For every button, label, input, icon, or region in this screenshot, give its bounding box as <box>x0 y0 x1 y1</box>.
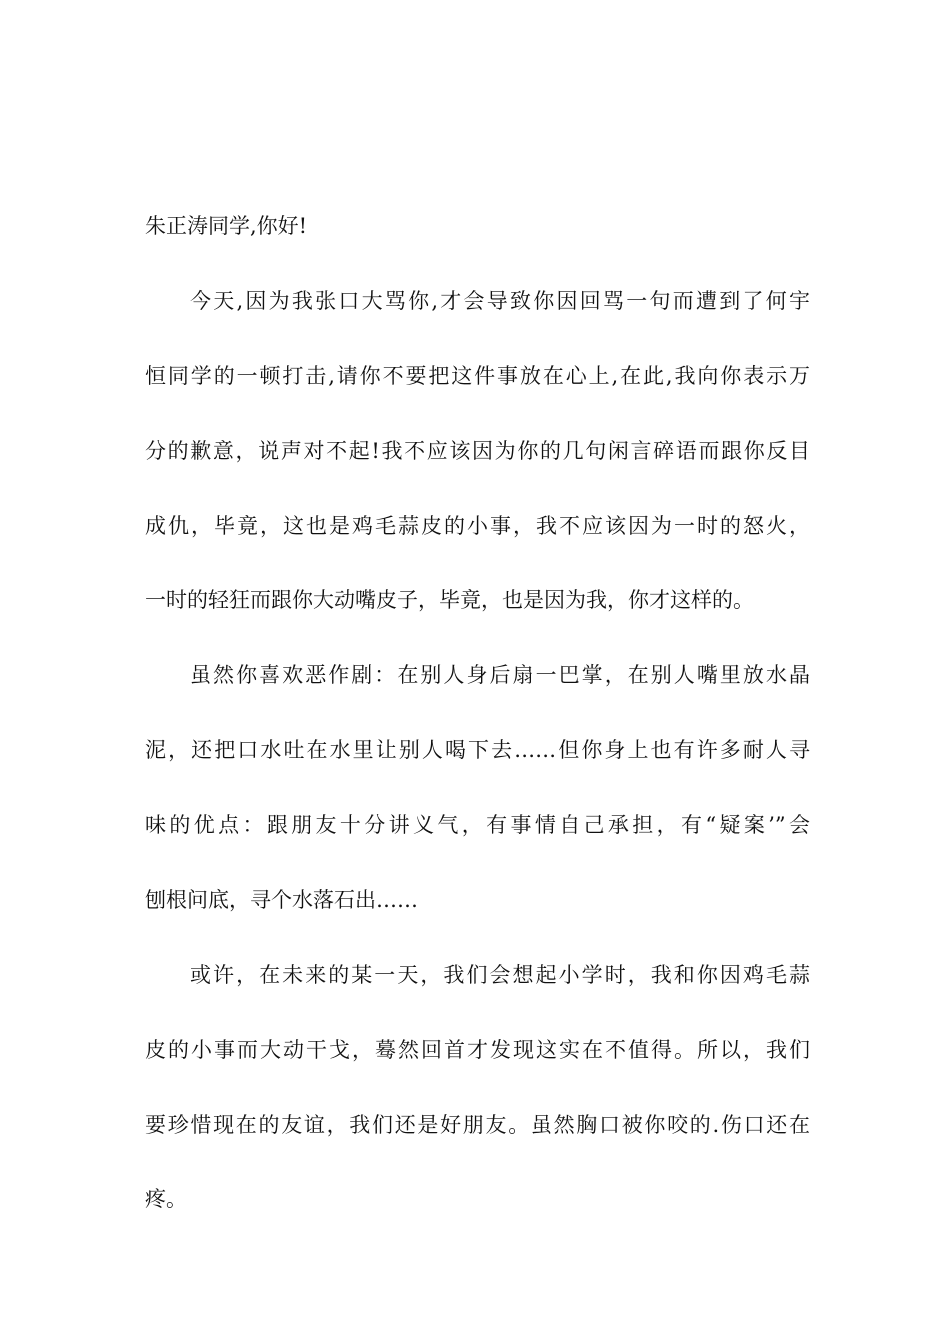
paragraph-2-line-2: 泥，还把口水吐在水里让别人喝下去……但你身上也有许多耐人寻 <box>145 738 810 762</box>
paragraph-3-line-1: 或许，在未来的某一天，我们会想起小学时，我和你因鸡毛蒜 <box>190 963 810 987</box>
paragraph-1-line-3: 分的歉意，说声对不起!我不应该因为你的几句闲言碎语而跟你反目 <box>145 439 810 463</box>
paragraph-2-line-1: 虽然你喜欢恶作剧：在别人身后扇一巴掌，在别人嘴里放水晶 <box>190 663 810 687</box>
paragraph-3-line-3: 要珍惜现在的友谊，我们还是好朋友。虽然胸口被你咬的.伤口还在 <box>145 1113 810 1137</box>
paragraph-2-line-3: 味的优点：跟朋友十分讲义气，有事情自己承担，有“疑案’”会 <box>145 813 810 837</box>
paragraph-1-line-5: 一时的轻狂而跟你大动嘴皮子，毕竟，也是因为我，你才这样的。 <box>145 588 754 612</box>
paragraph-3-line-4: 疼。 <box>145 1187 187 1211</box>
salutation: 朱正涛同学,你好! <box>145 214 308 238</box>
paragraph-2-line-4: 刨根问底，寻个水落石出…… <box>145 888 418 912</box>
paragraph-1-line-4: 成仇，毕竟，这也是鸡毛蒜皮的小事，我不应该因为一时的怒火， <box>145 514 810 538</box>
paragraph-1-line-1: 今天,因为我张口大骂你,才会导致你因回骂一句而遭到了何宇 <box>190 289 810 313</box>
paragraph-1-line-2: 恒同学的一顿打击,请你不要把这件事放在心上,在此,我向你表示万 <box>145 364 810 388</box>
paragraph-3-line-2: 皮的小事而大动干戈，蓦然回首才发现这实在不值得。所以，我们 <box>145 1038 810 1062</box>
